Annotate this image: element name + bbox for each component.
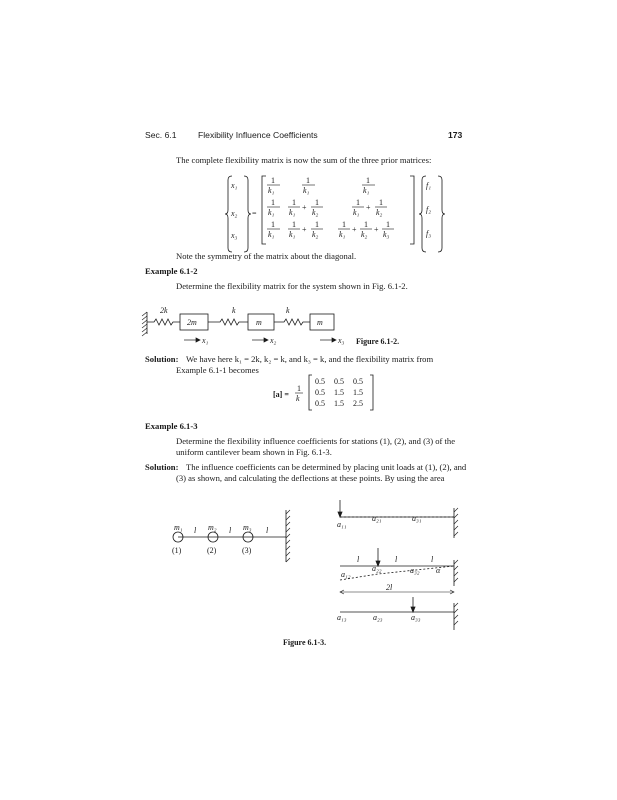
coord-x1: x₁	[202, 336, 209, 345]
m23-a-num: 1	[356, 198, 360, 207]
lhs-x3: x₃	[231, 231, 238, 240]
span-label-l-1: l	[357, 555, 360, 564]
beam-span-l-2: l	[229, 526, 232, 535]
solution-6-1-2-label: Solution:	[145, 354, 179, 364]
rhs-f3: f₃	[426, 229, 432, 238]
beam-station-2: (2)	[207, 546, 217, 555]
m21-den: k₁	[268, 208, 275, 217]
solution-6-1-2-line1: We have here k₁ = 2k, k₂ = k, and k₃ = k, and the flexibility matrix from	[186, 354, 434, 364]
coef-a11: a₁₁	[337, 520, 347, 529]
solution-6-1-2-line2: Example 6.1-1 becomes	[176, 365, 259, 375]
example-6-1-3-heading: Example 6.1-3	[145, 421, 198, 431]
matrix-scalar-num: 1	[297, 384, 301, 393]
spring-label-k-1: k	[232, 306, 236, 315]
m23-b-num: 1	[379, 198, 383, 207]
m11-den: k₁	[268, 186, 275, 195]
m21-num: 1	[271, 198, 275, 207]
m33-plus-1: +	[352, 225, 357, 234]
m23-a-den: k₁	[353, 208, 360, 217]
page-number: 173	[448, 130, 463, 140]
m33-b-den: k₂	[361, 230, 368, 239]
solution-6-1-3-line1: The influence coefficients can be determined by placing unit loads at (1), (2), and	[186, 462, 467, 472]
intro-sentence: The complete flexibility matrix is now the sum of the three prior matrices:	[176, 155, 432, 165]
beam-mass-m3: m₃	[243, 523, 252, 532]
coef-a32: a₃₂	[410, 566, 420, 575]
matrix-cell-r3-c2: 1.5	[334, 399, 344, 408]
equals-sign: =	[252, 209, 257, 218]
lhs-x1: x₁	[231, 181, 238, 190]
m11-num: 1	[271, 176, 275, 185]
m22-plus: +	[302, 203, 307, 212]
matrix-cell-r3-c3: 2.5	[353, 399, 363, 408]
coord-x2: x₂	[270, 336, 277, 345]
m32-plus: +	[302, 225, 307, 234]
running-head-title: Flexibility Influence Coefficients	[198, 130, 318, 140]
matrix-cell-r1-c3: 0.5	[353, 377, 363, 386]
m33-a-den: k₁	[339, 230, 346, 239]
mass-label-m-2: m	[317, 318, 323, 327]
symmetry-note: Note the symmetry of the matrix about the diagonal.	[176, 251, 357, 261]
example-6-1-3-line2: uniform cantilever beam shown in Fig. 6.1-3.	[176, 447, 332, 457]
figure-6-1-2-caption: Figure 6.1-2.	[356, 337, 400, 346]
m12-den: k₁	[303, 186, 310, 195]
m33-b-num: 1	[364, 220, 368, 229]
m13-den: k₁	[363, 186, 370, 195]
matrix-cell-r1-c1: 0.5	[315, 377, 325, 386]
beam-station-1: (1)	[172, 546, 182, 555]
span-label-2l: 2l	[386, 583, 393, 592]
wall-3-hatch	[454, 603, 458, 625]
mass-label-m-1: m	[256, 318, 262, 327]
solution-6-1-3-label: Solution:	[145, 462, 179, 472]
mass-label-2m: 2m	[187, 318, 197, 327]
example-6-1-2-statement: Determine the flexibility matrix for the system shown in Fig. 6.1-2.	[176, 281, 408, 291]
matrix-cell-r2-c1: 0.5	[315, 388, 325, 397]
m33-c-num: 1	[386, 220, 390, 229]
matrix-cell-r2-c2: 1.5	[334, 388, 344, 397]
matrix-a-lhs: [a] =	[273, 390, 289, 399]
m31-den: k₁	[268, 230, 275, 239]
running-head-section: Sec. 6.1	[145, 130, 177, 140]
beam-mass-m1: m₁	[174, 523, 183, 532]
m32-a-num: 1	[292, 220, 296, 229]
beam-wall-hatch	[286, 510, 290, 562]
example-6-1-3-line1: Determine the flexibility influence coefficients for stations (1), (2), and (3) of the	[176, 436, 456, 446]
beam-span-l-3: l	[266, 526, 269, 535]
m13-num: 1	[366, 176, 370, 185]
beam-span-l-1: l	[194, 526, 197, 535]
m33-c-den: k₃	[383, 230, 390, 239]
m12-num: 1	[306, 176, 310, 185]
m32-a-den: k₁	[289, 230, 296, 239]
coef-a33: a₃₃	[411, 613, 421, 622]
coef-a13: a₁₃	[337, 613, 347, 622]
solution-6-1-3-line2: (3) as shown, and calculating the deflections at these points. By using the area	[176, 473, 445, 483]
m22-a-num: 1	[292, 198, 296, 207]
matrix-cell-r3-c1: 0.5	[315, 399, 325, 408]
angle-alpha: α	[436, 566, 441, 575]
coef-a22: a₂₂	[372, 564, 382, 573]
m22-a-den: k₁	[289, 208, 296, 217]
m23-plus: +	[366, 203, 371, 212]
m32-b-den: k₂	[312, 230, 319, 239]
coef-a31: a₃₁	[412, 514, 422, 523]
rhs-f2: f₂	[426, 205, 432, 214]
example-6-1-2-heading: Example 6.1-2	[145, 266, 198, 276]
coord-x3: x₃	[338, 336, 345, 345]
spring-label-k-2: k	[286, 306, 290, 315]
beam-mass-m2: m₂	[208, 523, 217, 532]
m33-plus-2: +	[374, 225, 379, 234]
span-2l-dimension	[340, 590, 454, 594]
span-label-l-2: l	[395, 555, 398, 564]
matrix-cell-r1-c2: 0.5	[334, 377, 344, 386]
rhs-f1: f₁	[426, 181, 432, 190]
matrix-cell-r2-c3: 1.5	[353, 388, 363, 397]
m23-b-den: k₂	[376, 208, 383, 217]
spring-label-2k: 2k	[160, 306, 168, 315]
m22-b-den: k₂	[312, 208, 319, 217]
coef-a21: a₂₁	[372, 514, 382, 523]
figure-6-1-3-caption: Figure 6.1-3.	[283, 638, 327, 647]
m33-a-num: 1	[342, 220, 346, 229]
m32-b-num: 1	[315, 220, 319, 229]
matrix-scalar-den: k	[296, 394, 300, 403]
coef-a23: a₂₃	[373, 613, 383, 622]
lhs-x2: x₂	[231, 209, 238, 218]
beam-station-3: (3)	[242, 546, 252, 555]
wall-1-hatch	[454, 508, 458, 536]
coef-a12: a₁₂	[341, 570, 351, 579]
m22-b-num: 1	[315, 198, 319, 207]
m31-num: 1	[271, 220, 275, 229]
wall-2-hatch	[454, 560, 458, 582]
span-label-l-3: l	[431, 555, 434, 564]
